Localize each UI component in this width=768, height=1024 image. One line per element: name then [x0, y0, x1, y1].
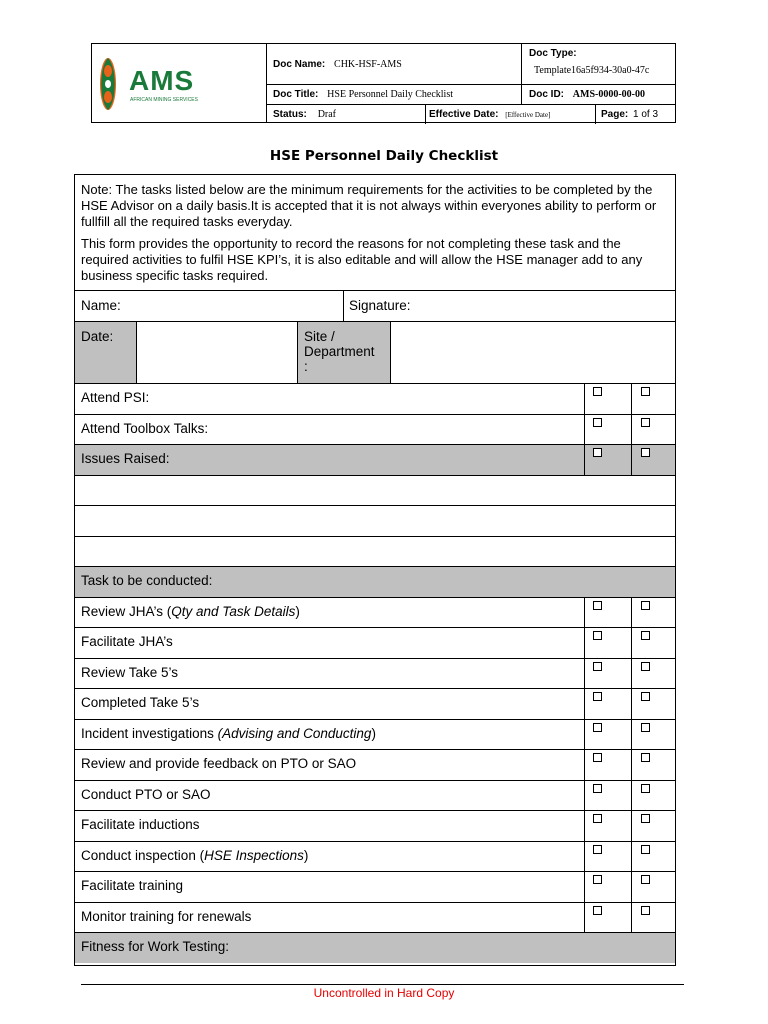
checkbox-not-done[interactable] — [641, 631, 650, 640]
checkbox-not-done[interactable] — [641, 418, 650, 427]
footer-divider — [81, 984, 684, 985]
checkbox-done[interactable] — [593, 723, 602, 732]
task-label-text: Facilitate training — [81, 878, 184, 893]
task-label — [81, 665, 178, 680]
task-row — [75, 841, 675, 872]
checkbox-done[interactable] — [593, 631, 602, 640]
checkbox-done[interactable] — [593, 387, 602, 396]
task-section-label: Task to be conducted: — [81, 573, 213, 588]
task-label-text: Review Take 5’s — [81, 664, 179, 680]
task-label — [81, 604, 300, 619]
note-paragraph-1: Note: The tasks listed below are the minimum requirements for the activities to be completed by the HSE Advisor on a daily basis.It is accepted that it is not always within everyones ability to perform or fullfill all the required tasks everyday. — [81, 182, 657, 229]
checkbox-not-done[interactable] — [641, 845, 650, 854]
issue-entry-row — [75, 536, 675, 567]
task-row — [75, 810, 675, 841]
checkbox-not-done[interactable] — [641, 692, 650, 701]
doc-id-value: AMS-0000-00-00 — [572, 89, 645, 100]
page-value: 1 of 3 — [633, 109, 659, 120]
checkbox-done[interactable] — [593, 418, 602, 427]
checkbox-not-done[interactable] — [641, 723, 650, 732]
task-label-detail: HSE Inspections — [204, 847, 304, 863]
checkbox-done[interactable] — [593, 875, 602, 884]
checkbox-done[interactable] — [593, 601, 602, 610]
checkbox-not-done[interactable] — [641, 784, 650, 793]
doc-id-label: Doc ID: — [529, 89, 564, 100]
task-label-text: Conduct PTO or SAO — [81, 786, 211, 802]
task-label-text: Monitor training for renewals — [81, 908, 252, 924]
site-label-line3: : — [304, 359, 308, 374]
signature-field[interactable] — [425, 293, 665, 319]
task-label — [81, 848, 308, 863]
task-row — [75, 749, 675, 780]
attend-row — [75, 414, 675, 445]
attend-label: Attend PSI: — [81, 390, 150, 405]
issue-entry-row — [75, 505, 675, 536]
task-label-tail: ) — [303, 847, 309, 863]
checkbox-not-done[interactable] — [641, 753, 650, 762]
checkbox-not-done[interactable] — [641, 601, 650, 610]
checkbox-done[interactable] — [593, 692, 602, 701]
status-label: Status: — [273, 109, 307, 120]
checkbox-done[interactable] — [593, 448, 602, 457]
task-row — [75, 871, 675, 902]
task-section-header — [75, 566, 675, 597]
task-label-text: Facilitate inductions — [81, 817, 200, 832]
checkbox-done[interactable] — [593, 662, 602, 671]
task-label — [81, 878, 183, 893]
document-header — [91, 43, 676, 123]
date-label: Date: — [81, 329, 114, 344]
checkbox-not-done[interactable] — [641, 448, 650, 457]
checklist-form — [74, 174, 676, 966]
task-label-text: Completed Take 5’s — [81, 695, 200, 710]
checkbox-not-done[interactable] — [641, 906, 650, 915]
status-value: Draf — [317, 109, 337, 120]
task-row — [75, 902, 675, 933]
checkbox-not-done[interactable] — [641, 814, 650, 823]
task-row — [75, 658, 675, 689]
task-label-text: Facilitate JHA’s — [81, 634, 173, 649]
task-label — [81, 787, 211, 802]
task-label-text: Conduct inspection ( — [81, 847, 205, 863]
doc-title-value: HSE Personnel Daily Checklist — [327, 89, 453, 100]
fitness-section-header — [75, 932, 675, 963]
doc-name-value: CHK-HSF-AMS — [334, 59, 402, 70]
fitness-label: Fitness for Work Testing: — [81, 939, 230, 954]
task-row — [75, 597, 675, 628]
task-label-detail: Qty and Task Details — [171, 603, 296, 619]
task-row — [75, 780, 675, 811]
checkbox-done[interactable] — [593, 845, 602, 854]
company-logo — [92, 44, 267, 122]
task-label-text: Review JHA’s ( — [81, 603, 172, 619]
attend-label: Attend Toolbox Talks: — [81, 420, 209, 436]
signature-label: Signature: — [349, 298, 411, 313]
date-field[interactable] — [137, 322, 297, 383]
doc-title-label: Doc Title: — [273, 89, 319, 100]
logo-text: AMS — [129, 65, 195, 96]
task-label-text: Incident investigations — [81, 725, 218, 741]
issues-raised-header — [75, 444, 675, 475]
site-label-line2: Department — [304, 344, 375, 359]
page-title: HSE Personnel Daily Checklist — [269, 148, 499, 164]
task-label — [81, 726, 376, 741]
checkbox-done[interactable] — [593, 906, 602, 915]
issues-raised-label: Issues Raised: — [81, 451, 170, 466]
task-label-tail: ) — [371, 725, 376, 741]
task-label — [81, 909, 251, 924]
name-label: Name: — [81, 298, 121, 313]
effective-date-value: [Effective Date] — [505, 111, 551, 119]
checkbox-not-done[interactable] — [641, 662, 650, 671]
name-field[interactable] — [135, 293, 335, 319]
issue-entry-row — [75, 475, 675, 506]
footer-text: Uncontrolled in Hard Copy — [313, 986, 455, 1000]
note-paragraph-2: This form provides the opportunity to record the reasons for not completing these task and the required activities to fulfil HSE KPI’s, it is also editable and will allow the HSE manager add to any business specific tasks required. — [81, 236, 643, 283]
site-label-line1: Site / — [304, 329, 335, 344]
instructions-note — [81, 182, 671, 290]
task-label-detail: (Advising and Conducting — [217, 725, 372, 741]
task-label — [81, 756, 356, 771]
task-row — [75, 719, 675, 750]
task-label — [81, 817, 200, 832]
task-label — [81, 634, 173, 649]
doc-type-value: Template16a5f934-30a0-47c — [534, 65, 650, 76]
checkbox-done[interactable] — [593, 784, 602, 793]
site-field[interactable] — [391, 322, 674, 383]
date-site-row — [75, 321, 675, 383]
checkbox-not-done[interactable] — [641, 387, 650, 396]
checkbox-not-done[interactable] — [641, 875, 650, 884]
task-label-tail: ) — [295, 603, 300, 619]
task-label-text: Review and provide feedback on PTO or SAO — [81, 756, 357, 771]
logo-subtext: AFRICAN MINING SERVICES — [130, 97, 198, 103]
effective-date-label: Effective Date: — [429, 109, 499, 120]
doc-name-label: Doc Name: — [273, 59, 326, 70]
task-row — [75, 688, 675, 719]
task-row — [75, 627, 675, 658]
name-signature-row — [75, 290, 675, 321]
checkbox-done[interactable] — [593, 753, 602, 762]
task-label — [81, 695, 199, 710]
checkbox-done[interactable] — [593, 814, 602, 823]
attend-row — [75, 383, 675, 414]
page-label: Page: — [601, 109, 629, 120]
doc-type-label: Doc Type: — [529, 48, 577, 59]
